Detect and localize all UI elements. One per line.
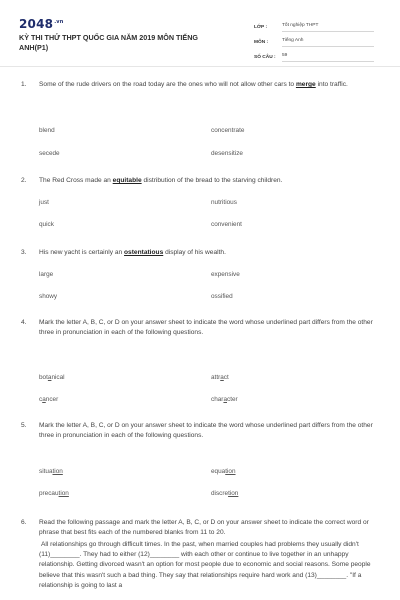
option-d[interactable]: discretion <box>211 490 239 497</box>
question-text: The Red Cross made an equitable distribution of the bread to the starving children. <box>39 177 283 184</box>
meta-subject-row <box>254 32 374 47</box>
option-c[interactable]: secede <box>39 150 60 157</box>
question-number: 1. <box>21 81 27 88</box>
question-number: 2. <box>21 177 27 184</box>
question-keyword: ostentatious <box>124 249 164 256</box>
question-text: His new yacht is certainly an ostentatious display of his wealth. <box>39 249 226 256</box>
question-number: 3. <box>21 249 27 256</box>
exam-meta <box>254 17 374 62</box>
option-b[interactable]: nutritious <box>211 199 237 206</box>
option-d[interactable]: character <box>211 396 238 403</box>
meta-label: LỚP : <box>254 25 268 31</box>
page-header <box>0 0 400 66</box>
question-keyword: equitable <box>112 177 142 184</box>
option-b[interactable]: attract <box>211 374 229 381</box>
question-number: 5. <box>21 422 27 429</box>
option-a[interactable]: just <box>39 199 49 206</box>
option-d[interactable]: desensitize <box>211 150 243 157</box>
meta-value: Tiếng Anh <box>282 38 374 47</box>
meta-class-row <box>254 17 374 32</box>
question-text: Mark the letter A, B, C, or D on your answer sheet to indicate the word whose underlined part differs from the other three in pronunciation in each of the following questions. <box>39 422 373 440</box>
meta-value: 59 <box>282 53 374 62</box>
option-b[interactable]: expensive <box>211 271 240 278</box>
option-b[interactable]: equation <box>211 468 236 475</box>
option-b[interactable]: concentrate <box>211 127 245 134</box>
question-text: Some of the rude drivers on the road today are the ones who will not allow other cars to merge into traffic. <box>39 81 348 88</box>
meta-value: Tốt nghiệp THPT <box>282 23 374 32</box>
exam-title: KỲ THI THỬ THPT QUỐC GIA NĂM 2019 MÔN TIẾNG ANH(P1) <box>19 33 199 52</box>
question-text: Mark the letter A, B, C, or D on your answer sheet to indicate the word whose underlined part differs from the other three in pronunciation in each of the following questions. <box>39 319 373 337</box>
option-d[interactable]: convenient <box>211 221 242 228</box>
header-divider <box>0 66 400 67</box>
option-a[interactable]: blend <box>39 127 55 134</box>
question-keyword: merge <box>295 81 316 88</box>
question-number: 4. <box>21 319 27 326</box>
option-c[interactable]: quick <box>39 221 54 228</box>
question-text: Read the following passage and mark the letter A, B, C, or D on your answer sheet to indicate the correct word or phrase that best fits each of the numbered blanks from 11 to 20. <box>39 519 369 537</box>
option-a[interactable]: large <box>39 271 54 278</box>
meta-count-row <box>254 47 374 62</box>
option-c[interactable]: precaution <box>39 490 69 497</box>
question-number: 6. <box>21 519 27 526</box>
reading-passage: All relationships go through difficult times. In the past, when married couples had problems they usually didn't (11)________. They had to either (12)________ with each other or continue to live together in an unhappy relationship. Getting divorced wasn't an option for most people due to economic and social reasons. Some people believe that this wasn't such a bad thing. They say that relationships require hard work and (13)________. "If a relationship is going to last a <box>39 541 371 589</box>
site-logo[interactable]: $2048^{.vn}$ <box>19 17 64 31</box>
option-c[interactable]: showy <box>39 293 58 300</box>
meta-label: SỐ CÂU : <box>254 55 276 61</box>
option-a[interactable]: situation <box>39 468 63 475</box>
option-c[interactable]: cancer <box>39 396 59 403</box>
option-d[interactable]: ossified <box>211 293 233 300</box>
meta-label: MÔN : <box>254 40 269 46</box>
option-a[interactable]: botanical <box>39 374 65 381</box>
